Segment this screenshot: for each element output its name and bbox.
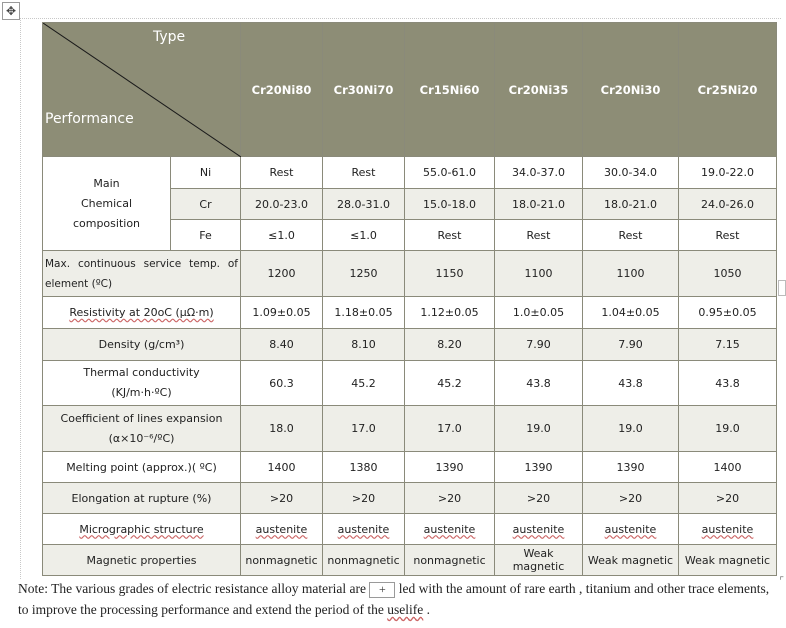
property-label: Resistivity at 20oC (μΩ·m) <box>43 297 241 329</box>
table-cell: Weak magnetic <box>583 545 679 576</box>
row-max-temp <box>43 251 777 297</box>
table-cell: 30.0-34.0 <box>583 157 679 189</box>
property-label <box>43 361 241 406</box>
table-cell: 1390 <box>405 452 495 483</box>
property-label <box>43 406 241 452</box>
table-cell: 7.90 <box>495 329 583 361</box>
composition-label <box>43 157 171 251</box>
element-label: Fe <box>171 220 241 251</box>
row-melting-point <box>43 452 777 483</box>
table-cell: Rest <box>679 220 777 251</box>
table-cell: austenite <box>495 514 583 545</box>
table-cell: 1250 <box>323 251 405 297</box>
table-cell: 18.0 <box>241 406 323 452</box>
table-cell: 24.0-26.0 <box>679 189 777 220</box>
table-cell: 43.8 <box>679 361 777 406</box>
table-cell: 1100 <box>495 251 583 297</box>
table-cell: 43.8 <box>583 361 679 406</box>
header-performance-label: Performance <box>45 111 134 127</box>
table-cell: 45.2 <box>405 361 495 406</box>
property-label: Elongation at rupture (%) <box>43 483 241 514</box>
table-cell: 7.90 <box>583 329 679 361</box>
table-cell: ≤1.0 <box>323 220 405 251</box>
property-label-line: Thermal conductivity <box>83 366 200 379</box>
property-label: Magnetic properties <box>43 545 241 576</box>
table-move-handle[interactable]: ✥ <box>2 2 20 20</box>
property-label-line: Coefficient of lines expansion <box>60 411 223 425</box>
table-cell: 8.10 <box>323 329 405 361</box>
row-expansion <box>43 406 777 452</box>
table-cell: 1.04±0.05 <box>583 297 679 329</box>
table-cell: nonmagnetic <box>405 545 495 576</box>
diagonal-header-cell <box>43 23 241 157</box>
table-cell: 1.12±0.05 <box>405 297 495 329</box>
note-text: uselife <box>387 602 424 617</box>
property-label: Micrographic structure <box>43 514 241 545</box>
table-cell: Rest <box>241 157 323 189</box>
table-cell: 43.8 <box>495 361 583 406</box>
table-cell: 1390 <box>583 452 679 483</box>
table-cell: Rest <box>323 157 405 189</box>
table-cell: 7.15 <box>679 329 777 361</box>
grade-header: Cr25Ni20 <box>679 23 777 157</box>
table-cell: Weak magnetic <box>495 545 583 576</box>
table-resize-handle[interactable]: ⌜ <box>779 576 784 587</box>
table-cell: 45.2 <box>323 361 405 406</box>
table-resize-marker[interactable] <box>778 280 786 296</box>
grade-header: Cr20Ni35 <box>495 23 583 157</box>
composition-row-ni <box>43 157 777 189</box>
table-cell: nonmagnetic <box>241 545 323 576</box>
table-cell: nonmagnetic <box>323 545 405 576</box>
table-cell: 8.40 <box>241 329 323 361</box>
note-text: Note: The various grades of electric resistance alloy material are <box>18 581 366 596</box>
table-cell: 1050 <box>679 251 777 297</box>
table-cell: Weak magnetic <box>679 545 777 576</box>
row-resistivity <box>43 297 777 329</box>
table-cell: austenite <box>323 514 405 545</box>
row-micrographic <box>43 514 777 545</box>
table-cell: >20 <box>323 483 405 514</box>
table-cell: austenite <box>241 514 323 545</box>
composition-label-line: Main <box>93 176 120 190</box>
property-label: Max. continuous service temp. of element (ºC) <box>43 251 241 297</box>
table-cell: 1.18±0.05 <box>323 297 405 329</box>
table-cell: 1100 <box>583 251 679 297</box>
table-cell: 17.0 <box>405 406 495 452</box>
composition-label-line: Chemical <box>80 196 133 210</box>
table-cell: Rest <box>405 220 495 251</box>
table-cell: >20 <box>241 483 323 514</box>
table-cell: 60.3 <box>241 361 323 406</box>
table-cell: 20.0-23.0 <box>241 189 323 220</box>
table-cell: >20 <box>405 483 495 514</box>
table-cell: 1.09±0.05 <box>241 297 323 329</box>
insert-row-button[interactable]: + <box>369 582 395 598</box>
table-cell: 19.0 <box>583 406 679 452</box>
note-text: led with the amount of rare earth , titanium and other trace elements, to improve the processing performance and extend the period of the <box>18 581 770 617</box>
table-cell: 19.0 <box>495 406 583 452</box>
grade-header: Cr15Ni60 <box>405 23 495 157</box>
alloy-spec-table <box>42 22 777 576</box>
table-cell: austenite <box>405 514 495 545</box>
table-cell: 1400 <box>679 452 777 483</box>
table-cell: 18.0-21.0 <box>495 189 583 220</box>
grade-header: Cr20Ni80 <box>241 23 323 157</box>
table-cell: >20 <box>583 483 679 514</box>
header-row <box>43 23 777 157</box>
grade-header: Cr20Ni30 <box>583 23 679 157</box>
table-cell: 8.20 <box>405 329 495 361</box>
note-paragraph <box>18 578 774 620</box>
note-text: . <box>423 602 430 617</box>
table-cell: 1390 <box>495 452 583 483</box>
table-cell: Rest <box>583 220 679 251</box>
row-magnetic <box>43 545 777 576</box>
property-label-line: (α×10⁻⁶/ºC) <box>108 431 175 445</box>
grade-header: Cr30Ni70 <box>323 23 405 157</box>
table-cell: austenite <box>679 514 777 545</box>
property-label: Density (g/cm³) <box>43 329 241 361</box>
table-cell: 17.0 <box>323 406 405 452</box>
table-cell: 19.0-22.0 <box>679 157 777 189</box>
table-cell: Rest <box>495 220 583 251</box>
table-cell: 34.0-37.0 <box>495 157 583 189</box>
table-cell: 1.0±0.05 <box>495 297 583 329</box>
table-cell: 18.0-21.0 <box>583 189 679 220</box>
table-cell: 0.95±0.05 <box>679 297 777 329</box>
table-cell: austenite <box>583 514 679 545</box>
element-label: Ni <box>171 157 241 189</box>
table-cell: ≤1.0 <box>241 220 323 251</box>
row-density <box>43 329 777 361</box>
table-cell: >20 <box>495 483 583 514</box>
property-label: Melting point (approx.)( ºC) <box>43 452 241 483</box>
table-cell: >20 <box>679 483 777 514</box>
table-cell: 1150 <box>405 251 495 297</box>
table-cell: 19.0 <box>679 406 777 452</box>
property-label-line: (KJ/m·h·ºC) <box>111 386 172 399</box>
table-cell: 1400 <box>241 452 323 483</box>
composition-label-line: composition <box>72 216 141 230</box>
table-cell: 55.0-61.0 <box>405 157 495 189</box>
diagonal-line <box>43 23 241 157</box>
table-cell: 1380 <box>323 452 405 483</box>
table-cell: 15.0-18.0 <box>405 189 495 220</box>
table-cell: 28.0-31.0 <box>323 189 405 220</box>
row-elongation <box>43 483 777 514</box>
element-label: Cr <box>171 189 241 220</box>
table-cell: 1200 <box>241 251 323 297</box>
header-type-label: Type <box>153 29 186 45</box>
row-thermal-conductivity <box>43 361 777 406</box>
